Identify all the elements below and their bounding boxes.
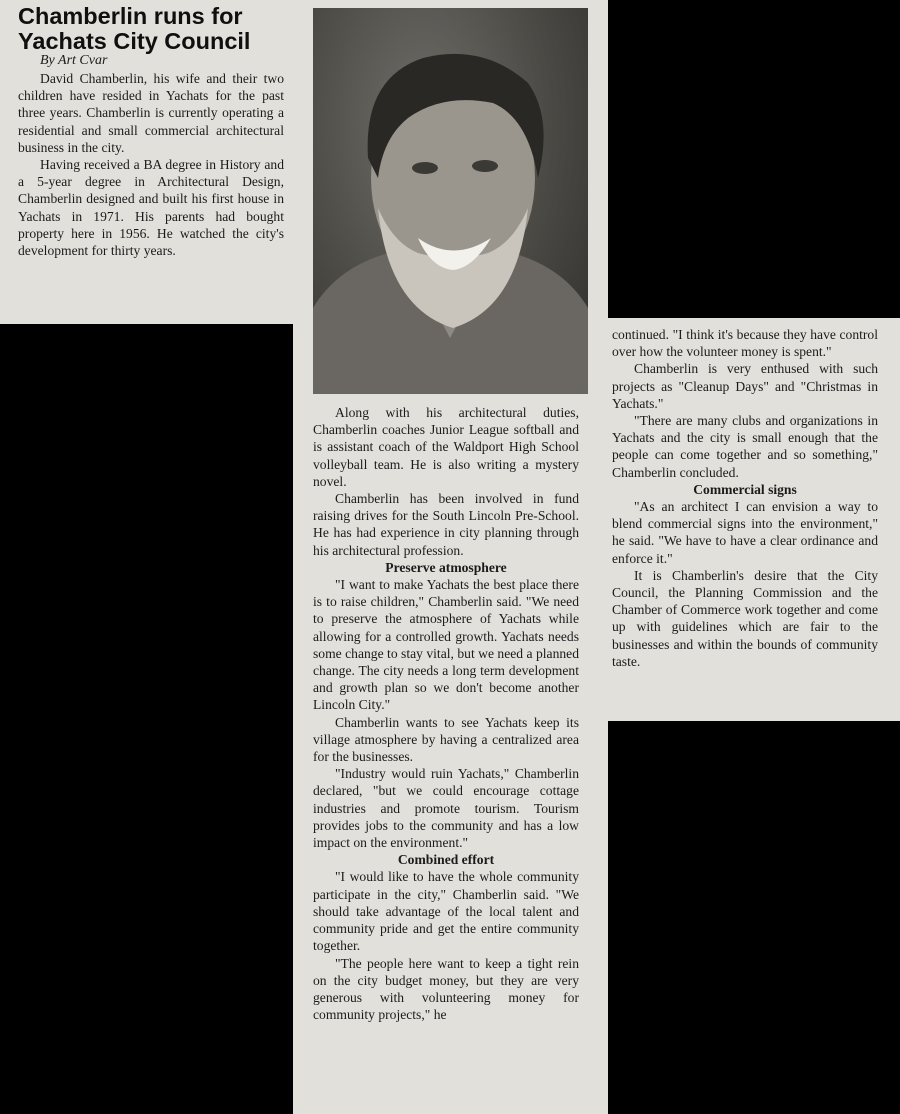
subhead-commercial-signs: Commercial signs bbox=[693, 481, 797, 497]
paragraph: Along with his architectural duties, Chamberlin coaches Junior League softball and is assistant coach of the Waldport High School volleyball team. He is also writing a mystery novel. bbox=[313, 405, 579, 489]
article-column-1 bbox=[18, 70, 284, 259]
paragraph: Chamberlin is very enthused with such projects as "Cleanup Days" and "Christmas in Yachats." bbox=[612, 361, 878, 411]
subhead-combined-effort: Combined effort bbox=[397, 852, 495, 868]
paragraph: It is Chamberlin's desire that the City Council, the Planning Commission and the Chamber of Commerce work together and come up with guidelines which are fair to the businesses and within the bounds of community taste. bbox=[612, 567, 878, 669]
byline: By Art Cvar bbox=[40, 53, 108, 68]
paragraph: David Chamberlin, his wife and their two children have resided in Yachats for the past three years. Chamberlin is currently operating a residential and small commercial architectural business in the city. bbox=[18, 71, 284, 155]
paragraph: "There are many clubs and organizations in Yachats and the city is small enough that the people can come together and so something," Chamberlin concluded. bbox=[612, 413, 878, 480]
article-column-2 bbox=[313, 404, 579, 1023]
article-column-3 bbox=[612, 326, 878, 670]
subhead-preserve-atmosphere: Preserve atmosphere bbox=[385, 559, 507, 575]
paragraph: "The people here want to keep a tight rein on the city budget money, but they are very generous with volunteering money for community projects," he bbox=[313, 955, 579, 1023]
paragraph: continued. "I think it's because they have control over how the volunteer money is spent." bbox=[612, 327, 878, 360]
paragraph: Having received a BA degree in History and a 5-year degree in Architectural Design, Chamberlin designed and built his first house in Yachats in 1971. His parents had bought property here in 1956. He watched the city's development for thirty years. bbox=[18, 157, 284, 259]
paragraph: "As an architect I can envision a way to blend commercial signs into the environment," he said. "We have to have a clear ordinance and enforce it." bbox=[612, 499, 878, 566]
paragraph: "I want to make Yachats the best place there is to raise children," Chamberlin said. "We need to preserve the atmosphere of Yachats while allowing for a controlled growth. Yachats needs some change to stay vital, but we need a planned change. The city needs a long term development and growth plan so we don't become another Lincoln City." bbox=[313, 577, 579, 713]
paragraph: Chamberlin has been involved in fund raising drives for the South Lincoln Pre-School. He has had experience in city planning through his architectural profession. bbox=[313, 491, 579, 558]
paragraph: "Industry would ruin Yachats," Chamberlin declared, "but we could encourage cottage industries and promote tourism. Tourism provides jobs to the community and has a low impact on the environment." bbox=[313, 766, 579, 851]
paragraph: Chamberlin wants to see Yachats keep its village atmosphere by having a centralized area for the businesses. bbox=[313, 714, 579, 765]
headline: Chamberlin runs for Yachats City Council bbox=[18, 3, 251, 54]
paragraph: "I would like to have the whole community participate in the city," Chamberlin said. "We should take advantage of the local talent and community pride and get the entire community together. bbox=[313, 869, 579, 954]
portrait-photo-icon bbox=[313, 8, 588, 394]
